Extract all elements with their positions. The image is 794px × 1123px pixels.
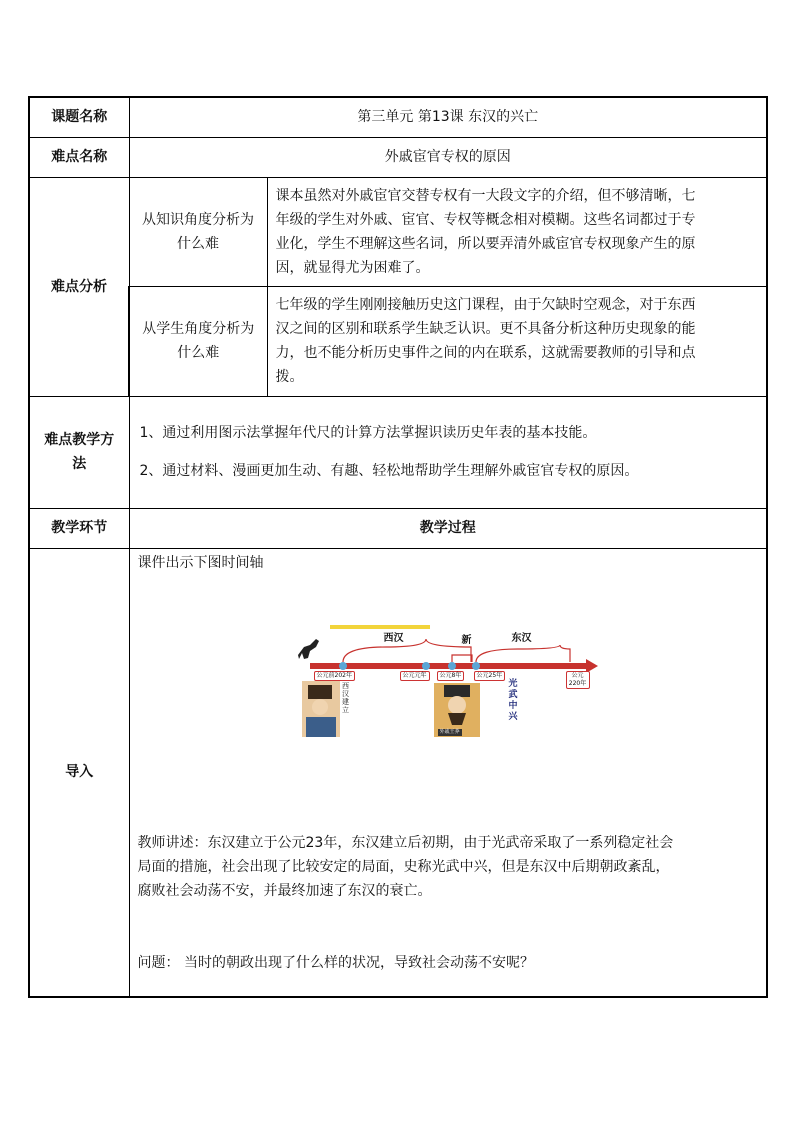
teacher-narration	[138, 831, 759, 903]
text-line: 课本虽然对外戚宦官交替专权有一大段文字的介绍，但不够清晰，七	[275, 187, 696, 204]
label-eastern-han: 东汉	[511, 632, 532, 644]
date-ad8: 公元8年	[437, 671, 465, 681]
intro-label: 导入	[29, 548, 129, 997]
lesson-name-label: 课题名称	[29, 97, 129, 137]
timeline-marker	[339, 662, 347, 670]
difficulty-name-label: 难点名称	[29, 137, 129, 177]
text-line: 因，就显得尤为困难了。	[275, 259, 430, 276]
difficulty-analysis-label: 难点分析	[29, 177, 129, 396]
label-xin: 新	[461, 634, 472, 646]
portrait-liu-bang	[302, 681, 340, 737]
label-western-han: 西汉	[383, 632, 404, 644]
courseware-note: 课件出示下图时间轴	[137, 554, 264, 571]
process-header-value: 教学过程	[129, 508, 767, 548]
side-text-west-founded: 西汉建立	[342, 681, 349, 714]
teaching-methods-label: 难点教学方法	[29, 396, 129, 508]
lesson-plan-table	[28, 96, 768, 998]
row-process-header	[29, 508, 767, 548]
difficulty-name-value: 外戚宦官专权的原因	[129, 137, 767, 177]
narration-line: 腐败社会动荡不安，并最终加速了东汉的衰亡。	[137, 882, 432, 899]
text-line: 七年级的学生刚刚接触历史这门课程，由于欠缺时空观念，对于东西	[275, 297, 696, 313]
method-item: 2、通过材料、漫画更加生动、有趣、轻松地帮助学生理解外戚宦官专权的原因。	[139, 463, 639, 479]
portrait-caption: 外戚王莽	[439, 728, 460, 735]
row-analysis-knowledge	[29, 177, 767, 286]
method-item: 1、通过利用图示法掌握年代尺的计算方法掌握识读历史年表的基本技能。	[139, 425, 597, 441]
timeline-marker	[472, 662, 480, 670]
text-line: 业化，学生不理解这些名词，所以要弄清外戚宦官专权现象产生的原	[275, 235, 696, 252]
text-line: 年级的学生对外戚、宦官、专权等概念相对模糊。这些名词都过于专	[275, 211, 696, 228]
date-ad220: 公元220年	[566, 671, 590, 689]
intro-content	[129, 548, 767, 997]
lesson-name-value: 第三单元 第13课 东汉的兴亡	[129, 97, 767, 137]
row-lesson-name	[29, 97, 767, 137]
text-line: 拨。	[275, 369, 304, 385]
analysis-aspect-student: 从学生角度分析为什么难	[129, 286, 267, 396]
date-ad25: 公元25年	[474, 671, 506, 681]
text-line: 汉之间的区别和联系学生缺乏认识。更不具备分析这种历史现象的能	[275, 321, 696, 337]
narration-line: 局面的措施，社会出现了比较安定的局面，史称光武中兴，但是东汉中后期朝政紊乱，	[137, 858, 670, 875]
date-202bc: 公元前202年	[314, 671, 355, 681]
row-teaching-methods	[29, 396, 767, 508]
timeline-top-band	[330, 625, 430, 629]
row-analysis-student	[29, 286, 767, 396]
text-line: 力，也不能分析历史事件之间的内在联系，这就需要教师的引导和点	[275, 345, 696, 361]
intro-question: 问题： 当时的朝政出现了什么样的状况，导致社会动荡不安呢？	[137, 954, 534, 971]
side-text-guangwu: 光武中兴	[508, 678, 518, 722]
teaching-methods-content	[129, 396, 767, 508]
row-difficulty-name	[29, 137, 767, 177]
analysis-student-text	[267, 286, 767, 396]
row-intro	[29, 548, 767, 997]
narration-line: 教师讲述：东汉建立于公元23年，东汉建立后初期，由于光武帝采取了一系列稳定社会	[137, 834, 674, 851]
analysis-knowledge-text	[267, 177, 767, 286]
process-stage-label: 教学环节	[29, 508, 129, 548]
timeline-marker	[422, 662, 430, 670]
timeline-marker	[448, 662, 456, 670]
date-ad1: 公元元年	[400, 671, 430, 681]
timeline-figure	[296, 625, 602, 739]
analysis-aspect-knowledge: 从知识角度分析为什么难	[129, 177, 267, 286]
